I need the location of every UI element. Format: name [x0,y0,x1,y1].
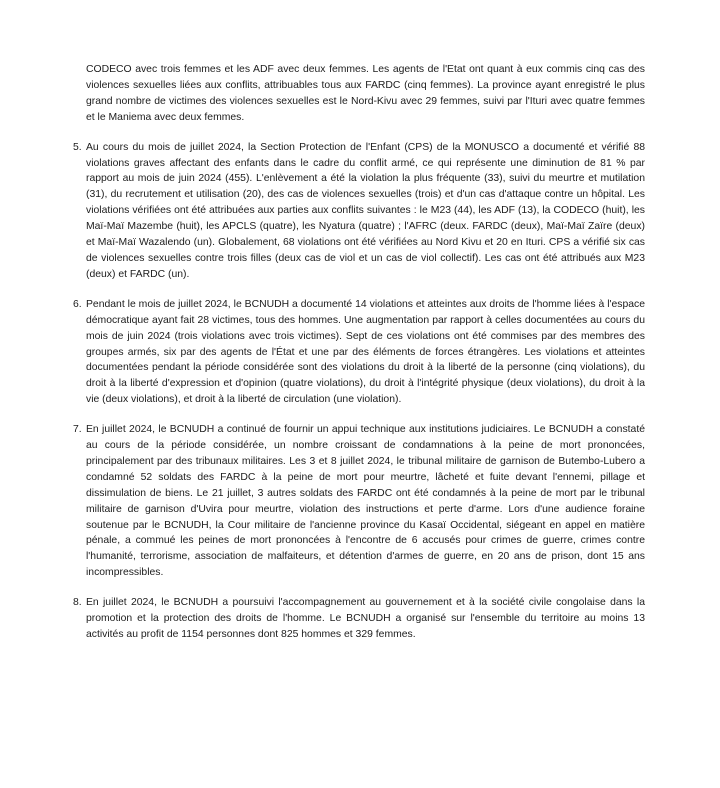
paragraph-item-6 [73,297,645,408]
paragraph-item-7 [73,422,645,581]
paragraph-text: En juillet 2024, le BCNUDH a continué de fournir un appui technique aux institutions judiciaires. Le BCNUDH a constaté au cours de la période considérée, un nombre croissant de condamnations à la peine de mort prononcées, principalement par des tribunaux militaires. Les 3 et 8 juillet 2024, le tribunal militaire de garnison de Butembo-Lubero a condamné 52 soldats des FARDC à la peine de mort pour meurtre, lâcheté et fuite devant l'ennemi, pillage et dissimulation de biens. Le 21 juillet, 3 autres soldats des FARDC ont été condamnés à la peine de mort par le tribunal militaire de garnison d'Uvira pour meurtre, violation des instructions et perte d'arme. Lors d'une audience foraine soutenue par le BCNUDH, la Cour militaire de l'ancienne province du Kasaï Occidental, siégeant en appel en matière pénale, a commué les peines de mort prononcées à l'encontre de 6 accusés pour crimes de guerre, crimes contre l'humanité, terrorisme, association de malfaiteurs, et détention d'armes de guerre, en 20 ans de prison, dont 15 ans incompressibles. [86,424,645,579]
paragraph-continuation [86,62,645,126]
paragraph-text: CODECO avec trois femmes et les ADF avec deux femmes. Les agents de l'Etat ont quant à eux commis cinq cas des violences sexuelles liées aux conflits, attribuables tous aux FARDC (cinq femmes). La province ayant enregistré le plus grand nombre de victimes des violences sexuelles est le Nord-Kivu avec 29 femmes, suivi par l'Ituri avec quatre femmes et le Maniema avec deux femmes. [86,64,645,123]
list-number: 6. [73,298,82,310]
paragraph-item-5 [73,140,645,283]
paragraph-text: Au cours du mois de juillet 2024, la Section Protection de l'Enfant (CPS) de la MONUSCO a documenté et vérifié 88 violations graves affectant des enfants dans le cadre du conflit armé, ce qui représente une diminution de 81 % par rapport au mois de juin 2024 (455). L'enlèvement a été la violation la plus fréquente (33), suivi du meurtre et mutilation (31), du recrutement et utilisation (20), des cas de violences sexuelles (trois) et d'un cas d'attaque contre un hôpital. Les violations vérifiées ont été attribuées aux parties aux conflits suivantes : le M23 (44), les ADF (13), la CODECO (huit), les Maï-Maï Mazembe (huit), les APCLS (quatre), les Nyatura (quatre) ; l'AFRC (deux. FARDC (deux), Maï-Maï Zaïre (deux) et Maï-Maï Wazalendo (un). Globalement, 68 violations ont été vérifiées au Nord Kivu et 20 en Ituri. CPS a vérifié six cas de violences sexuelles contre trois filles (deux cas de viol et un cas de viol collectif). Les cas ont été attribués aux M23 (deux) et FARDC (un). [86,141,645,280]
paragraph-text: Pendant le mois de juillet 2024, le BCNUDH a documenté 14 violations et atteintes aux droits de l'homme liées à l'espace démocratique ayant fait 28 victimes, tous des hommes. Une augmentation par rapport à celles documentées au cours du mois de juin 2024 (trois violations avec trois victimes). Sept de ces violations ont été commises par des membres des groupes armés, six par des agents de l'État et une par des éléments de forces étrangères. Les violations et atteintes documentées pendant la période considérée sont des violations du droit à la liberté de la personne (cinq violations), du droit à la liberté d'expression et d'opinion (quatre violations), du droit à l'intégrité physique (deux violations), du droit à la vie (deux violations), et droit à la liberté de circulation (une violation). [86,298,645,406]
paragraph-text: En juillet 2024, le BCNUDH a poursuivi l'accompagnement au gouvernement et à la société civile congolaise dans la promotion et la protection des droits de l'homme. Le BCNUDH a organisé sur l'ensemble du territoire au moins 13 activités au profit de 1154 personnes dont 825 hommes et 329 femmes. [86,597,645,640]
list-number: 8. [73,597,82,609]
paragraph-item-8 [73,595,645,643]
list-number: 7. [73,424,82,436]
document-body [73,62,645,643]
list-number: 5. [73,141,82,153]
